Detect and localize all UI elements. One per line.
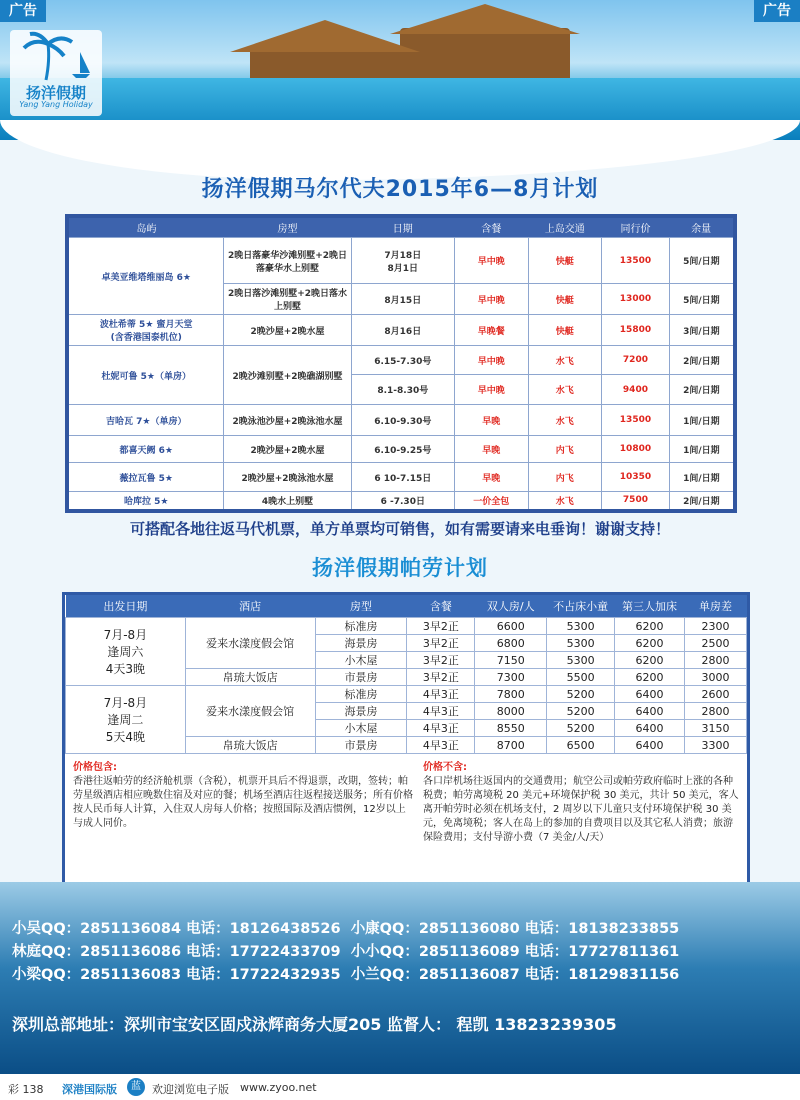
room-cell: 市景房 <box>315 669 407 686</box>
meal-cell: 3早2正 <box>407 635 475 652</box>
extra-bed-cell: 6200 <box>615 618 685 635</box>
single-cell: 3150 <box>685 720 747 737</box>
depart-cell: 7月-8月 逢周六 4天3晚 <box>66 618 186 686</box>
hotel-cell: 帛琉大饭店 <box>185 669 315 686</box>
meal-cell: 早中晚 <box>455 346 529 375</box>
quota-cell: 5间/日期 <box>669 238 735 284</box>
col-header: 含餐 <box>407 595 475 618</box>
table-row <box>67 492 735 511</box>
excludes-label: 价格不含: <box>423 762 467 773</box>
meal-cell: 一价全包 <box>455 492 529 511</box>
room-cell: 小木屋 <box>315 652 407 669</box>
hotel-cell: 爱来水漾度假会馆 <box>185 618 315 669</box>
palau-title: 扬洋假期帕劳计划 <box>312 556 488 580</box>
hut-shape <box>250 48 400 78</box>
price-cell: 13000 <box>602 284 670 315</box>
single-cell: 2300 <box>685 618 747 635</box>
table-row <box>67 315 735 346</box>
meal-cell: 4早3正 <box>407 737 475 754</box>
date-cell: 8月16日 <box>351 315 454 346</box>
meal-cell: 4早3正 <box>407 720 475 737</box>
date-cell: 6.10-9.30号 <box>351 405 454 436</box>
room-cell: 标准房 <box>315 618 407 635</box>
price-cell: 13500 <box>602 405 670 436</box>
col-header: 日期 <box>351 216 454 238</box>
meal-cell: 早晚 <box>455 463 529 492</box>
quota-cell: 5间/日期 <box>669 284 735 315</box>
single-cell: 2800 <box>685 703 747 720</box>
edition-label: 深港国际版 <box>62 1083 117 1096</box>
room-cell: 2晚沙屋+2晚水屋 <box>224 436 351 463</box>
transport-cell: 内飞 <box>528 436 602 463</box>
price-cell: 7150 <box>475 652 547 669</box>
room-cell: 2晚沙屋+2晚泳池水屋 <box>224 463 351 492</box>
date-cell: 8.1-8.30号 <box>351 375 454 405</box>
quota-cell: 2间/日期 <box>669 492 735 511</box>
col-header: 双人房/人 <box>475 595 547 618</box>
child-cell: 5500 <box>547 669 615 686</box>
price-cell: 9400 <box>602 375 670 405</box>
transport-cell: 水飞 <box>528 375 602 405</box>
hut-shape <box>400 28 570 78</box>
contact-entry: 小小QQ：2851136089 电话：17727811361 <box>350 944 680 960</box>
price-cell: 6600 <box>475 618 547 635</box>
col-header: 第三人加床 <box>615 595 685 618</box>
price-cell: 7800 <box>475 686 547 703</box>
maldives-title: 扬洋假期马尔代夫2015年6—8月计划 <box>201 177 599 202</box>
date-cell: 6 10-7.15日 <box>351 463 454 492</box>
price-includes <box>73 761 413 831</box>
price-cell: 10350 <box>602 463 670 492</box>
meal-cell: 早中晚 <box>455 284 529 315</box>
price-cell: 7300 <box>475 669 547 686</box>
date-cell: 6 -7.30日 <box>351 492 454 511</box>
table-row <box>67 463 735 492</box>
col-header: 同行价 <box>602 216 670 238</box>
table-header-row <box>66 595 747 618</box>
ticket-note: 可搭配各地往返马代机票，单方单票均可销售，如有需要请来电垂询！谢谢支持！ <box>129 520 670 538</box>
quota-cell: 1间/日期 <box>669 405 735 436</box>
island-cell: 薇拉瓦鲁 5★ <box>67 463 224 492</box>
col-header: 岛屿 <box>67 216 224 238</box>
room-cell: 2晚沙屋+2晚水屋 <box>224 315 351 346</box>
welcome-text: 欢迎浏览电子版 <box>152 1083 229 1096</box>
price-cell: 7500 <box>602 492 670 511</box>
meal-cell: 早中晚 <box>455 375 529 405</box>
table-row <box>67 346 735 375</box>
col-header: 单房差 <box>685 595 747 618</box>
meal-cell: 4早3正 <box>407 686 475 703</box>
room-cell: 2晚沙滩别墅+2晚礁湖别墅 <box>224 346 351 405</box>
table-row <box>66 686 747 703</box>
single-cell: 2600 <box>685 686 747 703</box>
col-header: 上岛交通 <box>528 216 602 238</box>
hotel-cell: 爱来水漾度假会馆 <box>185 686 315 737</box>
contact-entry: 小梁QQ：2851136083 电话：17722432935 <box>12 967 341 983</box>
table-row <box>67 436 735 463</box>
single-cell: 3000 <box>685 669 747 686</box>
extra-bed-cell: 6200 <box>615 652 685 669</box>
header-photo <box>0 0 800 140</box>
maldives-table <box>65 214 737 513</box>
island-cell: 哈库拉 5★ <box>67 492 224 511</box>
col-header: 酒店 <box>185 595 315 618</box>
transport-cell: 快艇 <box>528 238 602 284</box>
extra-bed-cell: 6400 <box>615 703 685 720</box>
date-cell: 8月15日 <box>351 284 454 315</box>
room-cell: 海景房 <box>315 635 407 652</box>
room-cell: 市景房 <box>315 737 407 754</box>
logo-chinese: 扬洋假期 <box>25 84 86 102</box>
meal-cell: 3早2正 <box>407 669 475 686</box>
ad-tag-right: 广告 <box>754 0 800 22</box>
contact-row <box>12 964 792 987</box>
child-cell: 5300 <box>547 652 615 669</box>
extra-bed-cell: 6400 <box>615 686 685 703</box>
price-cell: 7200 <box>602 346 670 375</box>
extra-bed-cell: 6200 <box>615 669 685 686</box>
price-excludes <box>423 761 741 845</box>
palau-table <box>65 595 747 754</box>
child-cell: 5200 <box>547 720 615 737</box>
quota-cell: 3间/日期 <box>669 315 735 346</box>
contact-row <box>12 941 792 964</box>
edition-badge: 蓝 <box>127 1078 145 1096</box>
single-cell: 3300 <box>685 737 747 754</box>
meal-cell: 3早2正 <box>407 652 475 669</box>
col-header: 余量 <box>669 216 735 238</box>
contact-entry: 小康QQ：2851136080 电话：18138233855 <box>350 921 680 937</box>
extra-bed-cell: 6400 <box>615 737 685 754</box>
page-footer <box>0 1074 800 1100</box>
table-row <box>66 618 747 635</box>
ad-tag-left: 广告 <box>0 0 46 22</box>
contact-list <box>12 918 792 987</box>
meal-cell: 早晚 <box>455 436 529 463</box>
date-cell: 7月18日 8月1日 <box>351 238 454 284</box>
table-row <box>67 405 735 436</box>
col-header: 含餐 <box>455 216 529 238</box>
quota-cell: 1间/日期 <box>669 463 735 492</box>
depart-cell: 7月-8月 逢周二 5天4晚 <box>66 686 186 754</box>
site-url[interactable]: www.zyoo.net <box>240 1081 317 1094</box>
price-cell: 15800 <box>602 315 670 346</box>
transport-cell: 水飞 <box>528 492 602 511</box>
meal-cell: 早晚 <box>455 405 529 436</box>
col-header: 房型 <box>315 595 407 618</box>
child-cell: 5300 <box>547 635 615 652</box>
island-cell: 都喜天阙 6★ <box>67 436 224 463</box>
room-cell: 4晚水上别墅 <box>224 492 351 511</box>
room-cell: 2晚泳池沙屋+2晚泳池水屋 <box>224 405 351 436</box>
contact-entry: 小吴QQ：2851136084 电话：18126438526 <box>12 921 341 937</box>
date-cell: 6.15-7.30号 <box>351 346 454 375</box>
transport-cell: 快艇 <box>528 284 602 315</box>
meal-cell: 早中晚 <box>455 238 529 284</box>
price-cell: 8000 <box>475 703 547 720</box>
extra-bed-cell: 6400 <box>615 720 685 737</box>
meal-cell: 早晚餐 <box>455 315 529 346</box>
page-number: 彩 138 <box>8 1083 44 1096</box>
room-cell: 标准房 <box>315 686 407 703</box>
extra-bed-cell: 6200 <box>615 635 685 652</box>
logo-english: Yang Yang Holiday <box>19 100 93 109</box>
single-cell: 2500 <box>685 635 747 652</box>
white-swoosh <box>0 120 800 180</box>
contact-row <box>12 918 792 941</box>
quota-cell: 2间/日期 <box>669 375 735 405</box>
contact-entry: 林庭QQ：2851136086 电话：17722433709 <box>12 944 341 960</box>
child-cell: 5200 <box>547 686 615 703</box>
transport-cell: 水飞 <box>528 346 602 375</box>
includes-label: 价格包含: <box>73 762 117 773</box>
quota-cell: 1间/日期 <box>669 436 735 463</box>
excludes-text: 各口岸机场往返国内的交通费用；航空公司或帕劳政府临时上涨的各种税费；帕劳离境税 20 美元+环境保护税 30 美元，共计 50 美元，客人离开帕劳时必须在机场支付，2 周岁以下儿童只支付环境保护税 30 美元，免离境税；客人在岛上的参加的自费项目以及其它私人消费；旅游保险费用；支付导游小费（7 美金/人/天） <box>423 776 739 843</box>
col-header: 房型 <box>224 216 351 238</box>
island-cell: 卓美亚维塔维丽岛 6★ <box>67 238 224 315</box>
room-cell: 2晚日落沙滩别墅+2晚日落水上别墅 <box>224 284 351 315</box>
room-cell: 海景房 <box>315 703 407 720</box>
child-cell: 6500 <box>547 737 615 754</box>
price-cell: 10800 <box>602 436 670 463</box>
contact-entry: 小兰QQ：2851136087 电话：18129831156 <box>350 967 680 983</box>
hq-address: 深圳总部地址：深圳市宝安区固戍泳辉商务大厦205 监督人： 程凯 13823239305 <box>12 1015 617 1034</box>
child-cell: 5200 <box>547 703 615 720</box>
price-cell: 8550 <box>475 720 547 737</box>
room-cell: 2晚日落豪华沙滩别墅+2晚日落豪华水上别墅 <box>224 238 351 284</box>
island-cell: 波杜希蒂 5★ 蜜月天堂 (含香港国泰机位) <box>67 315 224 346</box>
includes-text: 香港往返帕劳的经济舱机票（含税），机票开具后不得退票，改期，签转；帕劳星级酒店相应晚数住宿及对应的餐；机场至酒店往返程接送服务；所有价格按人民币每人计算，入住双人房每人价格；按照国际及酒店惯例，12岁以上与成人同价。 <box>73 776 413 829</box>
hotel-cell: 帛琉大饭店 <box>185 737 315 754</box>
room-cell: 小木屋 <box>315 720 407 737</box>
island-cell: 吉哈瓦 7★（单房） <box>67 405 224 436</box>
transport-cell: 内飞 <box>528 463 602 492</box>
child-cell: 5300 <box>547 618 615 635</box>
col-header: 不占床小童 <box>547 595 615 618</box>
palm-boat-icon <box>10 30 102 82</box>
transport-cell: 快艇 <box>528 315 602 346</box>
brand-logo <box>10 30 102 116</box>
palau-panel <box>62 592 750 888</box>
meal-cell: 3早2正 <box>407 618 475 635</box>
quota-cell: 2间/日期 <box>669 346 735 375</box>
island-cell: 杜妮可鲁 5★（单房） <box>67 346 224 405</box>
table-header-row <box>67 216 735 238</box>
date-cell: 6.10-9.25号 <box>351 436 454 463</box>
table-row <box>67 238 735 284</box>
price-cell: 13500 <box>602 238 670 284</box>
price-cell: 6800 <box>475 635 547 652</box>
meal-cell: 4早3正 <box>407 703 475 720</box>
single-cell: 2800 <box>685 652 747 669</box>
price-cell: 8700 <box>475 737 547 754</box>
col-header: 出发日期 <box>66 595 186 618</box>
transport-cell: 水飞 <box>528 405 602 436</box>
